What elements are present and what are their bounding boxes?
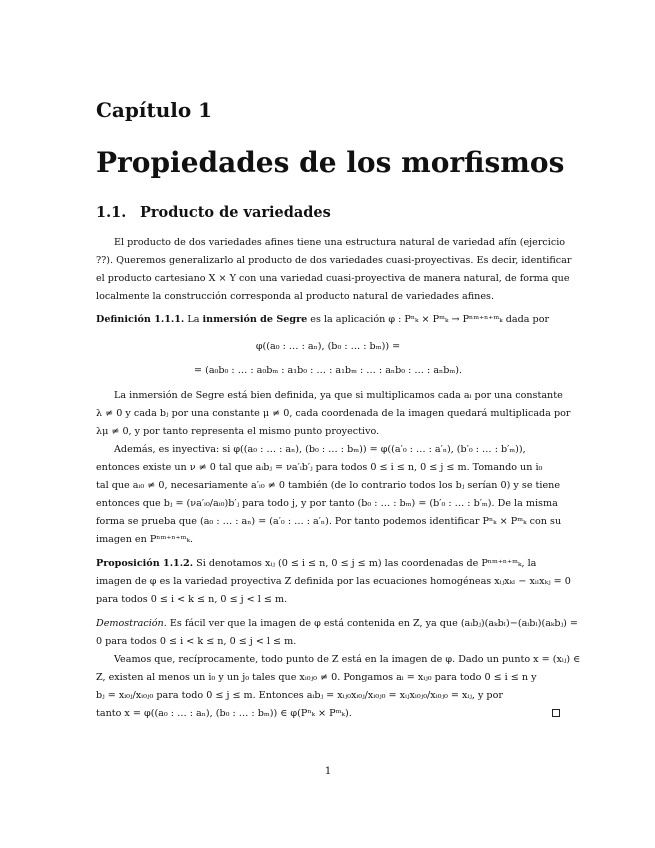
definition-line: Definición 1.1.1. La inmersión de Segre es la aplicación φ : Pⁿₖ × Pᵐₖ → Pⁿᵐ⁺ⁿ⁺ᵐₖ dada por xyxy=(96,314,550,325)
qed-square-icon xyxy=(552,709,560,717)
paragraph-line: λ ≠ 0 y cada bⱼ por una constante μ ≠ 0, cada coordenada de la imagen quedará multiplicada por xyxy=(96,408,571,419)
section-title: Producto de variedades xyxy=(140,204,331,221)
definition-label: Definición 1.1.1. xyxy=(96,314,185,325)
paragraph-line: entonces existe un ν ≠ 0 tal que aᵢbⱼ = νa′ᵢb′ⱼ para todos 0 ≤ i ≤ n, 0 ≤ j ≤ m. Tomando un i₀ xyxy=(96,462,543,473)
definition-term: inmersión de Segre xyxy=(202,314,308,325)
proposition-label: Proposición 1.1.2. xyxy=(96,558,194,569)
paragraph-line: forma se prueba que (a₀ : … : aₙ) = (a′₀ : … : a′ₙ). Por tanto podemos identificar Pⁿₖ × Pᵐₖ con su xyxy=(96,516,562,527)
paragraph-line: ??). Queremos generalizarlo al producto de dos variedades cuasi-proyectivas. Es decir, identificar xyxy=(96,255,572,266)
paragraph-line: La inmersión de Segre está bien definida, ya que si multiplicamos cada aᵢ por una constante xyxy=(114,390,563,401)
paragraph-line: Además, es inyectiva: si φ((a₀ : … : aₙ), (b₀ : … : bₘ)) = φ((a′₀ : … : a′ₙ), (b′₀ : … : b′ₘ)), xyxy=(114,444,526,455)
paragraph-line: el producto cartesiano X × Y con una variedad cuasi-proyectiva de manera natural, de forma que xyxy=(96,273,570,284)
proof-line: 0 para todos 0 ≤ i < k ≤ n, 0 ≤ j < l ≤ m. xyxy=(96,636,297,647)
paragraph-line: imagen en Pⁿᵐ⁺ⁿ⁺ᵐₖ. xyxy=(96,534,194,545)
proposition-line: imagen de φ es la variedad proyectiva Z definida por las ecuaciones homogéneas xᵢⱼxₖₗ − xᵢₗxₖⱼ = 0 xyxy=(96,576,571,587)
section-heading xyxy=(96,204,331,221)
proposition-line: Proposición 1.1.2. Si denotamos xᵢⱼ (0 ≤ i ≤ n, 0 ≤ j ≤ m) las coordenadas de Pⁿᵐ⁺ⁿ⁺ᵐₖ, la xyxy=(96,558,537,569)
definition-formula: φ((a₀ : … : aₙ), (b₀ : … : bₘ)) = xyxy=(255,341,401,352)
paragraph-line: bⱼ = xᵢ₀ⱼ/xᵢ₀ⱼ₀ para todo 0 ≤ j ≤ m. Entonces aᵢbⱼ = xᵢⱼ₀xᵢ₀ⱼ/xᵢ₀ⱼ₀ = xᵢⱼxᵢ₀ⱼ₀/xᵢ₀ⱼ₀ = xᵢⱼ, y por xyxy=(96,690,503,701)
paragraph-line: localmente la construcción corresponda al producto natural de variedades afines. xyxy=(96,291,495,302)
paragraph-line: entonces que bⱼ = (νa′ᵢ₀/aᵢ₀)b′ⱼ para todo j, y por tanto (b₀ : … : bₘ) = (b′₀ : … : b′ₘ). De la misma xyxy=(96,498,558,509)
definition-formula: = (a₀b₀ : … : a₀bₘ : a₁b₀ : … : a₁bₘ : … : aₙb₀ : … : aₙbₘ). xyxy=(193,365,463,376)
proof-line: Demostración. Es fácil ver que la imagen de φ está contenida en Z, ya que (aᵢbⱼ)(aₖbₗ)−(aᵢbₗ)(aₖbⱼ) = xyxy=(96,618,578,629)
chapter-label: Capítulo 1 xyxy=(96,98,213,122)
page-number: 1 xyxy=(324,766,332,777)
chapter-title: Propiedades de los morfismos xyxy=(96,146,565,179)
section-number: 1.1. xyxy=(96,204,127,221)
paragraph-line: tal que aᵢ₀ ≠ 0, necesariamente a′ᵢ₀ ≠ 0 también (de lo contrario todos los bⱼ serían 0) y se tiene xyxy=(96,480,561,491)
paragraph-line: Veamos que, recíprocamente, todo punto de Z está en la imagen de φ. Dado un punto x = (xᵢⱼ) ∈ xyxy=(114,654,581,665)
proposition-line: para todos 0 ≤ i < k ≤ n, 0 ≤ j < l ≤ m. xyxy=(96,594,288,605)
paragraph-line: tanto x = φ((a₀ : … : aₙ), (b₀ : … : bₘ)) ∈ φ(Pⁿₖ × Pᵐₖ). xyxy=(96,708,560,720)
paragraph-line: λμ ≠ 0, y por tanto representa el mismo punto proyectivo. xyxy=(96,426,380,437)
paragraph-line: El producto de dos variedades afines tiene una estructura natural de variedad afín (ejercicio xyxy=(114,237,566,248)
paragraph-line: Z, existen al menos un i₀ y un j₀ tales que xᵢ₀ⱼ₀ ≠ 0. Pongamos aᵢ = xᵢⱼ₀ para todo 0 ≤ i ≤ n y xyxy=(96,672,537,683)
proof-label: Demostración. xyxy=(96,618,167,629)
